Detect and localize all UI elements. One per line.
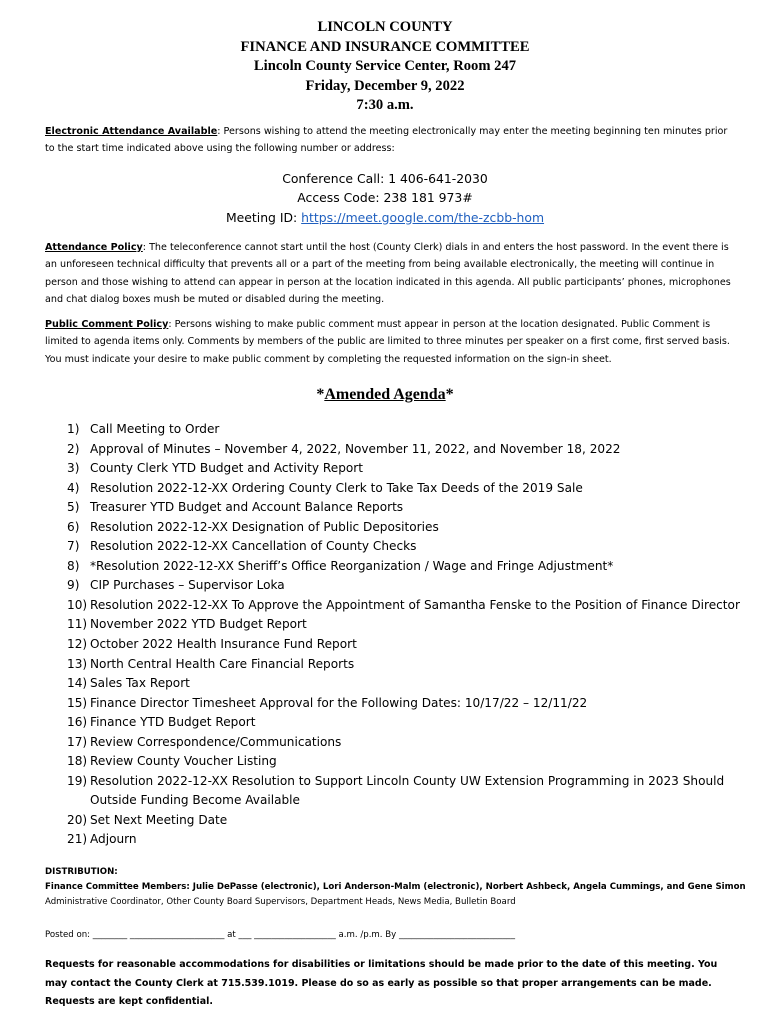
meeting-date: Friday, December 9, 2022	[305, 77, 465, 94]
agenda-item-number: 20)	[67, 812, 88, 827]
agenda-item	[67, 537, 767, 557]
meeting-location: Lincoln County Service Center, Room 247	[253, 58, 517, 74]
agenda-item	[67, 615, 767, 635]
attendance-policy-label: Attendance Policy	[45, 242, 143, 253]
agenda-item-text: November 2022 YTD Budget Report	[90, 617, 307, 632]
distribution-others: Administrative Coordinator, Other County Board Supervisors, Department Heads, News Media, Bulletin Board	[45, 897, 516, 907]
agenda-item	[67, 674, 767, 694]
agenda-item-text: Review County Voucher Listing	[90, 754, 277, 769]
agenda-item-text: County Clerk YTD Budget and Activity Report	[90, 461, 364, 476]
document-header	[0, 18, 770, 116]
agenda-item-number: 12)	[67, 637, 88, 652]
agenda-item-text: Call Meeting to Order	[90, 422, 220, 436]
public-comment-policy-text: : Persons wishing to make public comment must appear in person at the location designated. Public Comment is limited to agenda items only. Comments by members of the public are limited to three minutes per speaker on a first come, first served basis. You must indicate your desire to make public comment by completing the requested information on the sign-in sheet.	[45, 319, 730, 365]
agenda-list	[67, 420, 767, 850]
agenda-title-prefix: *	[316, 386, 325, 403]
agenda-item-number: 9)	[67, 578, 80, 593]
agenda-item-text: Resolution 2022-12-XX Resolution to Support Lincoln County UW Extension Programming in 2023 Should	[90, 773, 725, 788]
public-comment-policy-label: Public Comment Policy	[45, 319, 169, 330]
agenda-item-text: Resolution 2022-12-XX Cancellation of County Checks	[90, 539, 417, 554]
electronic-attendance-label: Electronic Attendance Available	[45, 126, 218, 137]
agenda-item	[67, 576, 767, 596]
agenda-item-number: 6)	[67, 519, 80, 534]
agenda-item-number: 1)	[67, 422, 80, 436]
agenda-item-text: Finance Director Timesheet Approval for the Following Dates: 10/17/22 – 12/11/22	[90, 695, 588, 710]
meeting-id-line	[0, 208, 770, 227]
agenda-item	[67, 557, 767, 577]
agenda-title-text: Amended Agenda	[324, 386, 446, 403]
access-code: Access Code: 238 181 973#	[297, 190, 473, 206]
agenda-item-text: Resolution 2022-12-XX Ordering County Clerk to Take Tax Deeds of the 2019 Sale	[90, 480, 583, 495]
agenda-item	[67, 694, 767, 714]
conference-info	[0, 169, 770, 227]
agenda-item	[67, 733, 767, 753]
agenda-item	[67, 752, 767, 772]
agenda-item-text: North Central Health Care Financial Reports	[90, 656, 355, 671]
agenda-item-number: 19)	[67, 773, 88, 788]
agenda-item-text: Treasurer YTD Budget and Account Balance Reports	[90, 500, 404, 515]
electronic-attendance-text: : Persons wishing to attend the meeting electronically may enter the meeting beginning ten minutes prior to the start time indicated above using the following number or address:	[45, 126, 728, 155]
agenda-title	[0, 385, 770, 405]
attendance-policy-paragraph	[45, 239, 731, 308]
agenda-item-text: Adjourn	[90, 832, 137, 847]
agenda-item	[67, 420, 767, 440]
agenda-item	[67, 655, 767, 675]
agenda-item-number: 5)	[67, 500, 80, 515]
agenda-item-text: Review Correspondence/Communications	[90, 734, 342, 749]
distribution-members: Finance Committee Members: Julie DePasse (electronic), Lori Anderson-Malm (electronic), Norbert Ashbeck, Angela Cummings, and Gene Simon	[45, 882, 746, 892]
agenda-item-number: 21)	[67, 832, 88, 847]
agenda-item-text: *Resolution 2022-12-XX Sheriff’s Office Reorganization / Wage and Fringe Adjustment*	[90, 558, 614, 573]
agenda-item-number: 18)	[67, 754, 88, 769]
agenda-item-number: 2)	[67, 441, 80, 456]
county-name: LINCOLN COUNTY	[317, 19, 453, 35]
agenda-item-text: CIP Purchases – Supervisor Loka	[90, 578, 285, 593]
attendance-policy-text: : The teleconference cannot start until the host (County Clerk) dials in and enters the host password. In the event there is an unforeseen technical difficulty that prevents all or a part of the meeting from being available electronically, the meeting will continue in person and those wishing to attend can appear in person at the location indicated in this agenda. All public participants’ phones, microphones and chat dialog boxes mush be muted or disabled during the meeting.	[45, 242, 731, 305]
agenda-item	[67, 596, 767, 616]
agenda-item-number: 7)	[67, 539, 80, 554]
agenda-item	[67, 772, 767, 811]
agenda-item-number: 3)	[67, 461, 80, 476]
agenda-item-number: 17)	[67, 734, 88, 749]
posting-line: Posted on: ________ ______________________ at ___ ___________________ a.m. /p.m. By ___________________________	[45, 930, 515, 940]
agenda-item-number: 10)	[67, 597, 88, 612]
electronic-attendance-paragraph	[45, 123, 731, 158]
meeting-id-label: Meeting ID:	[225, 209, 302, 225]
agenda-item	[67, 713, 767, 733]
agenda-item	[67, 811, 767, 831]
distribution-heading: DISTRIBUTION:	[45, 867, 118, 877]
committee-name: FINANCE AND INSURANCE COMMITTEE	[240, 38, 530, 55]
agenda-item-number: 8)	[67, 558, 80, 573]
agenda-item-number: 15)	[67, 695, 88, 710]
accommodations-notice: Requests for reasonable accommodations for disabilities or limitations should be made prior to the date of this meeting. You may contact the County Clerk at 715.539.1019. Please do so as early as possible so that proper arrangements can be made. Requests are kept confidential.	[45, 959, 718, 1007]
agenda-item-text: Resolution 2022-12-XX To Approve the Appointment of Samantha Fenske to the Position of Finance Director	[90, 597, 740, 612]
agenda-item-text-continued: Outside Funding Become Available	[90, 793, 300, 808]
agenda-item-number: 14)	[67, 676, 88, 691]
agenda-item-number: 4)	[67, 480, 80, 495]
agenda-item-number: 16)	[67, 715, 88, 730]
agenda-item-text: October 2022 Health Insurance Fund Report	[90, 637, 357, 652]
agenda-item-text: Set Next Meeting Date	[90, 812, 228, 827]
agenda-item-number: 11)	[67, 617, 88, 632]
meeting-time: 7:30 a.m.	[356, 97, 414, 113]
agenda-item	[67, 459, 767, 479]
agenda-item	[67, 518, 767, 538]
agenda-item-text: Sales Tax Report	[90, 676, 190, 691]
conference-call-number: Conference Call: 1 406-641-2030	[282, 171, 488, 186]
agenda-item	[67, 498, 767, 518]
agenda-item-text: Approval of Minutes – November 4, 2022, November 11, 2022, and November 18, 2022	[90, 441, 621, 456]
agenda-item-text: Resolution 2022-12-XX Designation of Public Depositories	[90, 519, 439, 534]
meeting-link[interactable]: https://meet.google.com/the-zcbb-hom	[301, 209, 545, 225]
agenda-title-suffix: *	[445, 386, 454, 403]
agenda-item	[67, 440, 767, 460]
agenda-item-text: Finance YTD Budget Report	[90, 715, 256, 730]
agenda-item	[67, 830, 767, 850]
agenda-item-number: 13)	[67, 656, 88, 671]
agenda-item	[67, 479, 767, 499]
public-comment-policy-paragraph	[45, 316, 731, 368]
agenda-item	[67, 635, 767, 655]
